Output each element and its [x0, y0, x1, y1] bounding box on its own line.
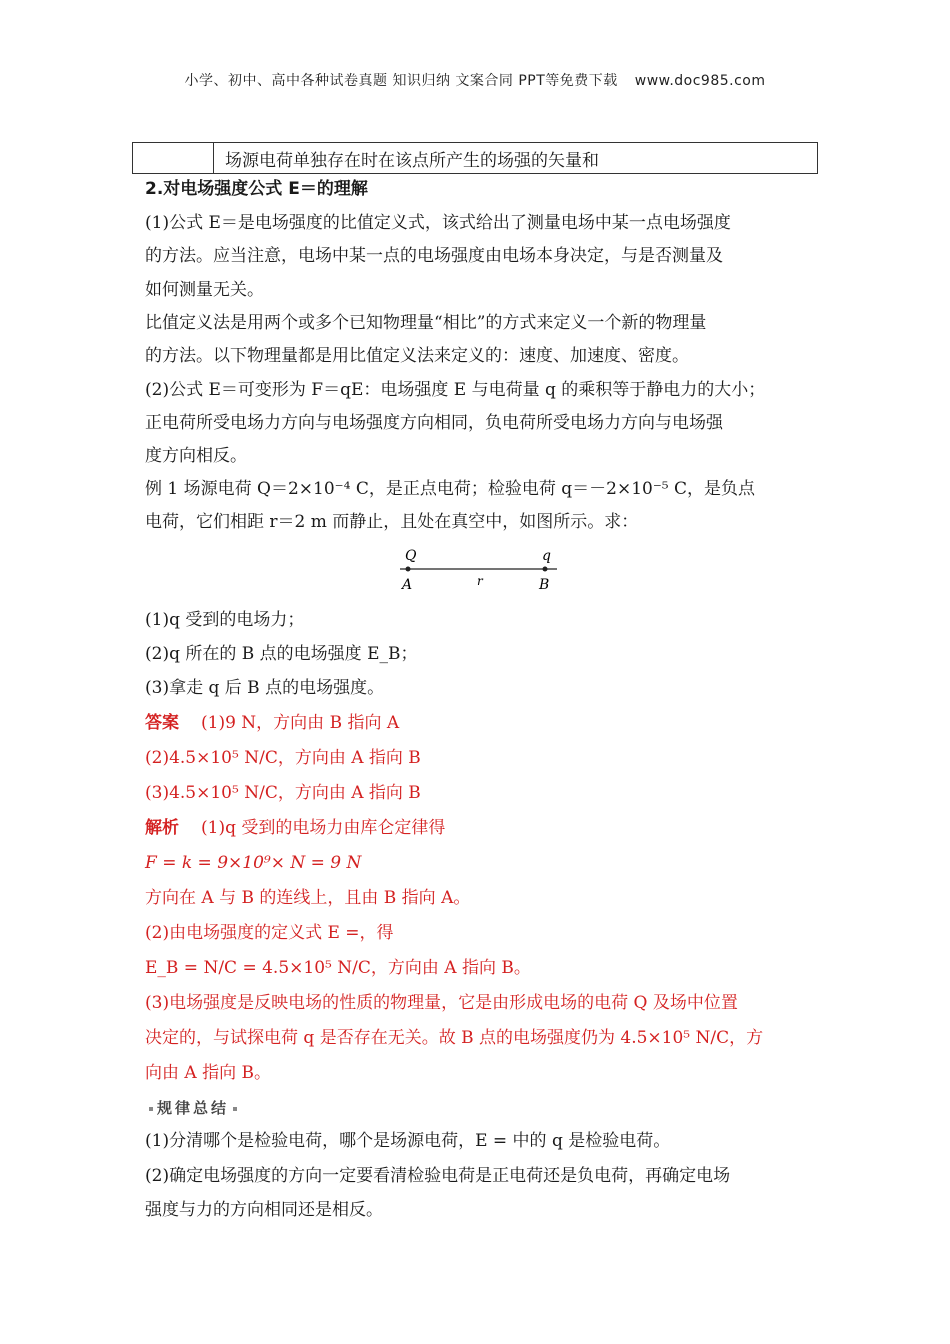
text-line: (2)公式 E＝可变形为 F＝qE：电场强度 E 与电荷量 q 的乘积等于静电力的大小；: [145, 380, 766, 400]
answer-label: 答案: [145, 713, 179, 733]
summary-bullet-icon: [233, 1107, 237, 1111]
solution-line: (1)q 受到的电场力由库仑定律得: [201, 818, 446, 838]
header-url[interactable]: www.doc985.com: [634, 73, 766, 89]
text-line: (1)公式 E＝是电场强度的比值定义式，该式给出了测量电场中某一点电场强度: [145, 213, 731, 233]
label-r: r: [477, 574, 483, 588]
point-B: [543, 567, 548, 572]
summary-line: (2)确定电场强度的方向一定要看清检验电荷是正电荷还是负电荷，再确定电场: [145, 1166, 731, 1186]
example-line: 例 1 场源电荷 Q＝2×10⁻⁴ C，是正点电荷；检验电荷 q＝－2×10⁻⁵ C，是负点: [145, 479, 756, 499]
example-line: 电荷，它们相距 r＝2 m 而静止，且处在真空中，如图所示。求：: [145, 512, 639, 532]
solution-formula: E_B = N/C = 4.5×10⁵ N/C，方向由 A 指向 B。: [145, 958, 531, 978]
text-line: 比值定义法是用两个或多个已知物理量“相比”的方式来定义一个新的物理量: [145, 313, 707, 333]
question-line: (3)拿走 q 后 B 点的电场强度。: [145, 678, 385, 698]
header-left-text: 小学、初中、高中各种试卷真题 知识归纳 文案合同 PPT等免费下载: [184, 73, 618, 89]
charge-diagram: [395, 544, 565, 594]
solution-line: 决定的，与试探电荷 q 是否存在无关。故 B 点的电场强度仍为 4.5×10⁵ N/C，方: [145, 1028, 764, 1048]
solution-formula: F = k = 9×10⁹× N = 9 N: [145, 853, 362, 873]
solution-line: 向由 A 指向 B。: [145, 1063, 271, 1083]
label-Q: Q: [405, 548, 417, 564]
point-A: [406, 567, 411, 572]
summary-line: (1)分清哪个是检验电荷，哪个是场源电荷，E = 中的 q 是检验电荷。: [145, 1131, 671, 1151]
summary-heading: [145, 1097, 241, 1118]
text-line: 如何测量无关。: [145, 280, 264, 300]
label-B: B: [539, 577, 550, 593]
page-header: [0, 70, 950, 90]
answer-line: (1)9 N，方向由 B 指向 A: [201, 713, 400, 733]
table-cell-empty: [133, 143, 214, 173]
solution-line: (3)电场强度是反映电场的性质的物理量，它是由形成电场的电荷 Q 及场中位置: [145, 993, 738, 1013]
text-line: 正电荷所受电场力方向与电场强度方向相同，负电荷所受电场力方向与电场强: [145, 413, 723, 433]
solution-label: 解析: [145, 818, 179, 838]
section-title: 2.对电场强度公式 E＝的理解: [145, 179, 368, 199]
answer-line: (3)4.5×10⁵ N/C，方向由 A 指向 B: [145, 783, 421, 803]
text-line: 的方法。以下物理量都是用比值定义法来定义的：速度、加速度、密度。: [145, 346, 689, 366]
label-q: q: [542, 548, 551, 564]
summary-line: 强度与力的方向相同还是相反。: [145, 1200, 383, 1220]
solution-line: (2)由电场强度的定义式 E =，得: [145, 923, 394, 943]
text-line: 度方向相反。: [145, 446, 247, 466]
label-A: A: [402, 577, 413, 593]
question-line: (2)q 所在的 B 点的电场强度 E_B；: [145, 644, 418, 664]
summary-title: 规律总结: [157, 1099, 230, 1117]
table-cell-text: 场源电荷单独存在时在该点所产生的场强的矢量和: [225, 151, 599, 171]
answer-line: (2)4.5×10⁵ N/C，方向由 A 指向 B: [145, 748, 421, 768]
solution-line: 方向在 A 与 B 的连线上，且由 B 指向 A。: [145, 888, 471, 908]
table-row: [132, 142, 818, 174]
text-line: 的方法。应当注意，电场中某一点的电场强度由电场本身决定，与是否测量及: [145, 246, 723, 266]
question-line: (1)q 受到的电场力；: [145, 610, 305, 630]
summary-bullet-icon: [149, 1107, 153, 1111]
